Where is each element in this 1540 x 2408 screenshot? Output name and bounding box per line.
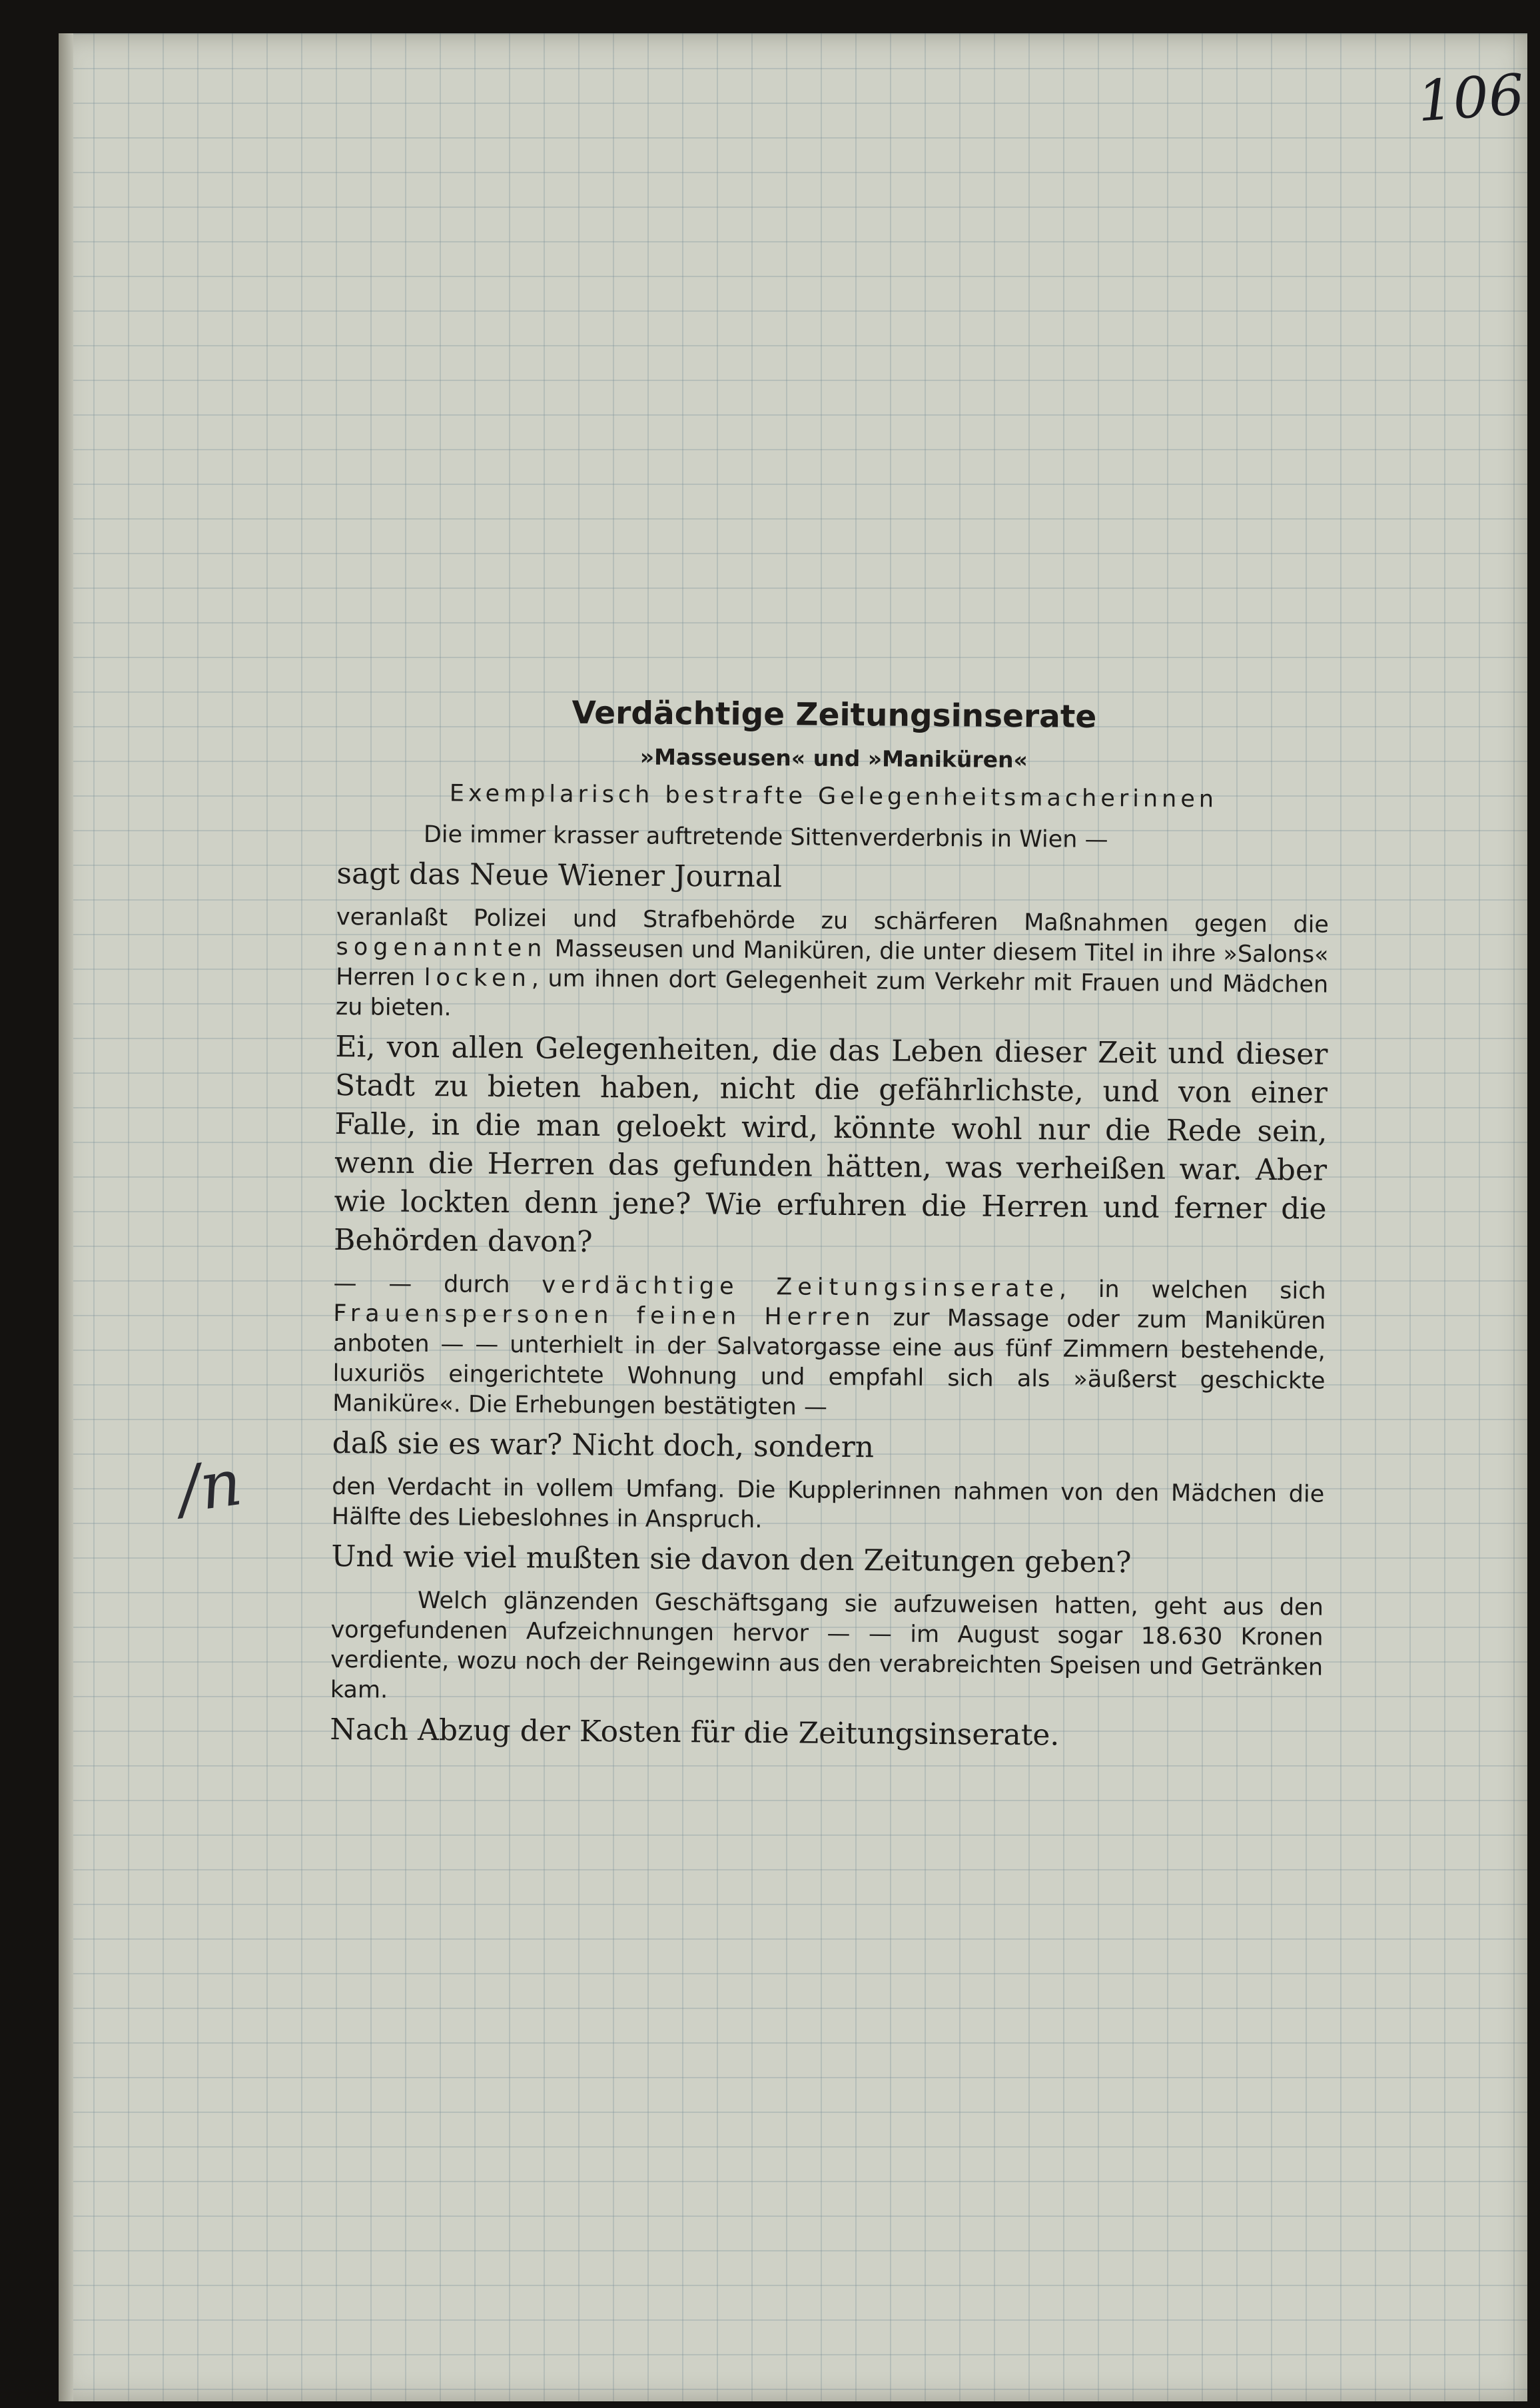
article-kicker: Exemplarisch bestrafte Gelegenheitsmacherinnen [449, 780, 1218, 813]
commentary-2: Ei, von allen Gelegenheiten, die das Leben dieser Zeit und dieser Stadt zu bieten haben, nicht die gefährlichste, und von einer Falle, in die man geloekt wird, könnte wohl nur die Rede sein, wenn die Herren das gefunden hätten, was verheißen war. Aber wie lockten denn jene? Wie erfuhren die Herren und ferner die Behörden davon? [333, 1029, 1328, 1260]
newspaper-clipping [330, 659, 1331, 1767]
quote-3-part-e: zur Massage oder zum Maniküren anboten — — unterhielt in der Salvatorgasse eine aus fünf Zimmern bestehende, luxuriös eingerichtete Wohnung und empfahl sich als »äußerst geschickte Maniküre«. Die Erhebungen bestätigten — [332, 1304, 1326, 1421]
quote-3-part-a: — — durch [333, 1270, 542, 1299]
quote-paragraph-2 [336, 903, 1329, 1030]
quote-2-emphasis-locken: locken [424, 965, 532, 993]
quote-2-part-c: Masseusen und Maniküren, die unter diesem Titel in ihre »Salons« Herren [336, 935, 1329, 992]
commentary-3: daß sie es war? Nicht doch, sondern [332, 1425, 875, 1465]
commentary-1: sagt das Neue Wiener Journal [336, 856, 783, 895]
quote-paragraph-1: Die immer krasser auftretende Sittenverderbnis in Wien — [423, 821, 1108, 854]
quote-paragraph-5: Welch glänzenden Geschäftsgang sie aufzuweisen hatten, geht aus den vorgefundenen Aufzeichnungen hervor — — im August sogar 18.630 Kronen verdiente, wozu noch der Reingewinn aus den verabreichten Speisen und Getränken kam. [330, 1587, 1324, 1704]
quote-2-part-e: , um ihnen dort Gelegenheit zum Verkehr mit Frauen und Mädchen zu bieten. [335, 965, 1329, 1022]
paper-sheet [59, 33, 1527, 2401]
commentary-5: Nach Abzug der Kosten für die Zeitungsinserate. [330, 1712, 1060, 1753]
quote-3-emphasis-frauenspersonen: Frauenspersonen feinen Herren [333, 1300, 876, 1332]
quote-3-part-c: , in welchen sich [1058, 1276, 1326, 1305]
margin-annotation: /n [173, 1444, 246, 1528]
quote-3-emphasis-inserate: verdächtige Zeitungsinserate [542, 1272, 1060, 1303]
quote-2-part-a: veranlaßt Polizei und Strafbehörde zu schärferen Maßnahmen gegen die [336, 903, 1330, 939]
quote-2-emphasis-sogenannten: sogenannten [336, 933, 548, 963]
commentary-4: Und wie viel mußten sie davon den Zeitungen geben? [331, 1539, 1132, 1580]
page-binding-edge [59, 33, 73, 2401]
article-subheadline: »Masseusen« und »Maniküren« [639, 743, 1028, 773]
quote-paragraph-3 [332, 1269, 1326, 1427]
folio-number: 106 [1415, 61, 1527, 135]
article-headline: Verdächtige Zeitungsinserate [572, 694, 1097, 735]
quote-paragraph-4: den Verdacht in vollem Umfang. Die Kupplerinnen nahmen von den Mädchen die Hälfte des Liebeslohnes in Anspruch. [331, 1473, 1325, 1534]
